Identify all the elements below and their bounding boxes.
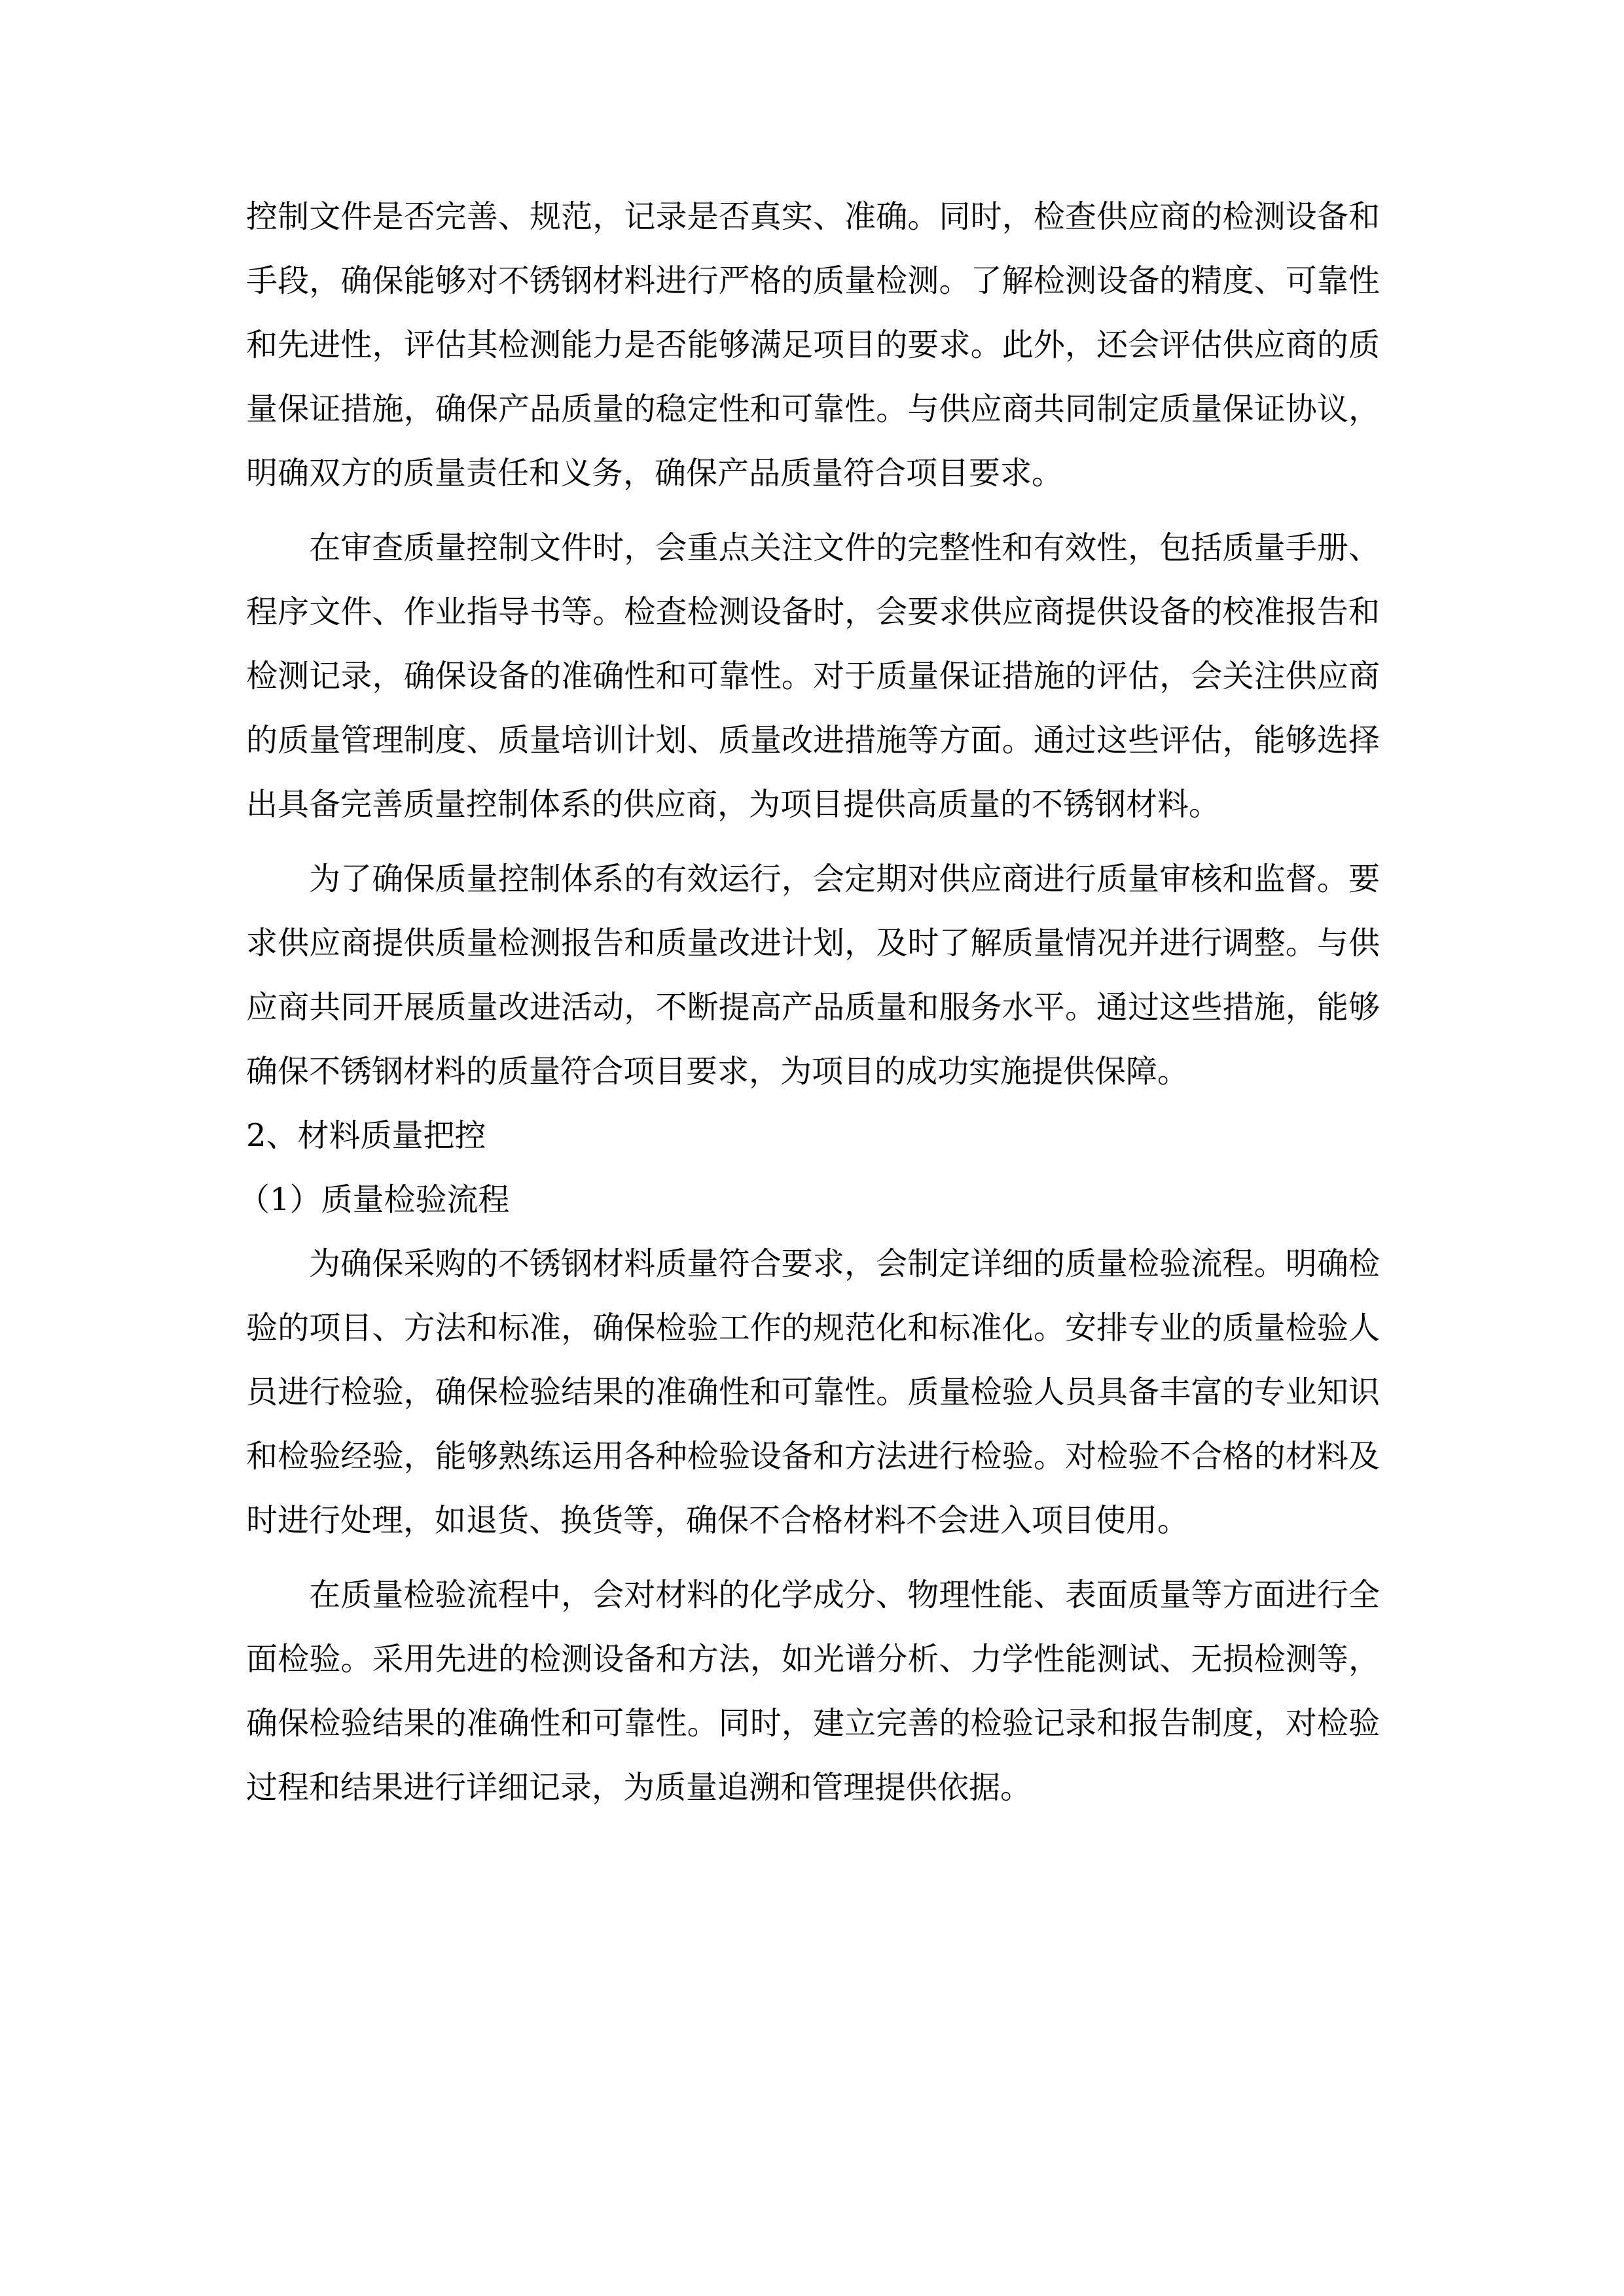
paragraph-inspection-process: 为确保采购的不锈钢材料质量符合要求，会制定详细的质量检验流程。明确检验的项目、方法和标准，确保检验工作的规范化和标准化。安排专业的质量检验人员进行检验，确保检验结果的准确性和可靠性。质量检验人员具备丰富的专业知识和检验经验，能够熟练运用各种检验设备和方法进行检验。对检验不合格的材料及时进行处理，如退货、换货等，确保不合格材料不会进入项目使用。 xyxy=(246,1246,1380,1539)
paragraph-continued: 控制文件是否完善、规范，记录是否真实、准确。同时，检查供应商的检测设备和手段，确保能够对不锈钢材料进行严格的质量检测。了解检测设备的精度、可靠性和先进性，评估其检测能力是否能够满足项目的要求。此外，还会评估供应商的质量保证措施，确保产品质量的稳定性和可靠性。与供应商共同制定质量保证协议，明确双方的质量责任和义务，确保产品质量符合项目要求。 xyxy=(246,198,1380,492)
subsection-heading: （1）质量检验流程 xyxy=(238,1181,510,1218)
document-body xyxy=(238,185,1380,1820)
paragraph-review-documents: 在审查质量控制文件时，会重点关注文件的完整性和有效性，包括质量手册、程序文件、作业指导书等。检查检测设备时，会要求供应商提供设备的校准报告和检测记录，确保设备的准确性和可靠性。对于质量保证措施的评估，会关注供应商的质量管理制度、质量培训计划、质量改进措施等方面。通过这些评估，能够选择出具备完善质量控制体系的供应商，为项目提供高质量的不锈钢材料。 xyxy=(246,529,1380,823)
paragraph-supplier-audit: 为了确保质量控制体系的有效运行，会定期对供应商进行质量审核和监督。要求供应商提供质量检测报告和质量改进计划，及时了解质量情况并进行调整。与供应商共同开展质量改进活动，不断提高产品质量和服务水平。通过这些措施，能够确保不锈钢材料的质量符合项目要求，为项目的成功实施提供保障。 xyxy=(246,861,1380,1090)
paragraph-inspection-details: 在质量检验流程中，会对材料的化学成分、物理性能、表面质量等方面进行全面检验。采用先进的检测设备和方法，如光谱分析、力学性能测试、无损检测等，确保检验结果的准确性和可靠性。同时，建立完善的检验记录和报告制度，对检验过程和结果进行详细记录，为质量追溯和管理提供依据。 xyxy=(246,1577,1380,1806)
section-heading: 2、材料质量把控 xyxy=(246,1117,486,1154)
